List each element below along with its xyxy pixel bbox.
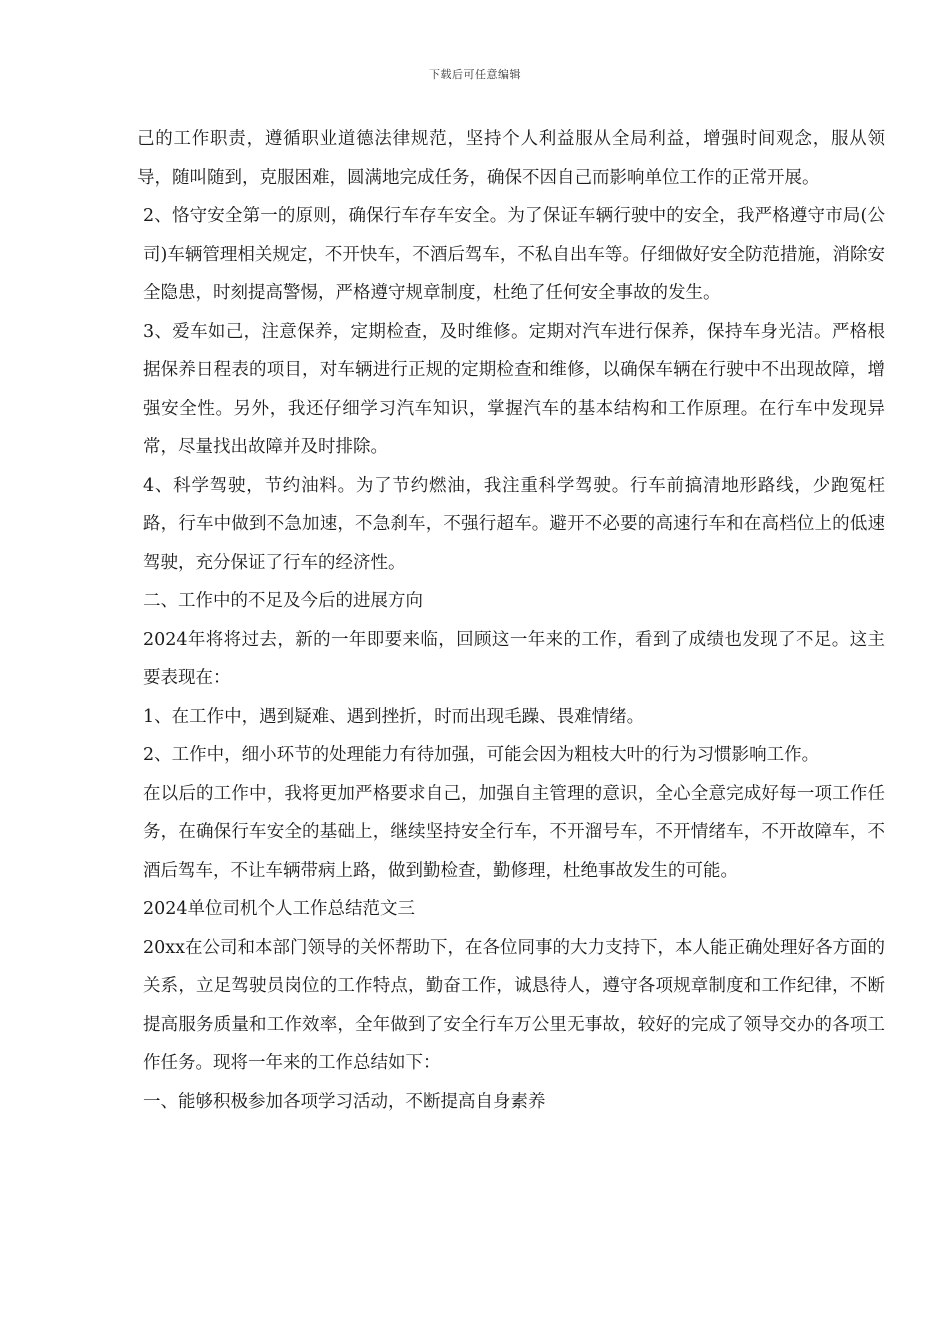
paragraph-vehicle-care: 3、爱车如己，注意保养，定期检查，及时维修。定期对汽车进行保养，保持车身光洁。严格根据保养日程表的项目，对车辆进行正规的定期检查和维修，以确保车辆在行驶中不出现故障，增强安全性。另外，我还仔细学习汽车知识，掌握汽车的基本结构和工作原理。在行车中发现异常，尽量找出故障并及时排除。 bbox=[143, 321, 885, 457]
paragraph-fuel-saving: 4、科学驾驶，节约油料。为了节约燃油，我注重科学驾驶。行车前搞清地形路线，少跑冤枉路，行车中做到不急加速，不急刹车，不强行超车。避开不必要的高速行车和在高档位上的低速驾驶，充分保证了行车的经济性。 bbox=[143, 475, 885, 573]
document-body bbox=[137, 120, 885, 1121]
section-heading-study: 一、能够积极参加各项学习活动，不断提高自身素养 bbox=[143, 1091, 546, 1112]
page-header: 下载后可任意编辑 bbox=[429, 68, 521, 81]
section-heading-shortcomings: 二、工作中的不足及今后的进展方向 bbox=[143, 591, 423, 611]
list-item-shortcoming-2: 2、工作中，细小环节的处理能力有待加强，可能会因为粗枝大叶的行为习惯影响工作。 bbox=[143, 745, 820, 765]
paragraph-year-review: 2024年将将过去，新的一年即要来临，回顾这一年来的工作，看到了成绩也发现了不足。这主要表现在： bbox=[143, 629, 885, 688]
section-title-sample-three: 2024单位司机个人工作总结范文三 bbox=[143, 899, 416, 919]
paragraph-safety-principle: 2、恪守安全第一的原则，确保行车存车安全。为了保证车辆行驶中的安全，我严格遵守市局(公司)车辆管理相关规定，不开快车，不酒后驾车，不私自出车等。仔细做好安全防范措施，消除安全隐患，时刻提高警惕，严格遵守规章制度，杜绝了任何安全事故的发生。 bbox=[143, 206, 885, 303]
paragraph-future-plan: 在以后的工作中，我将更加严格要求自己，加强自主管理的意识，全心全意完成好每一项工作任务，在确保行车安全的基础上，继续坚持安全行车，不开溜号车，不开情绪车，不开故障车，不酒后驾车，不让车辆带病上路，做到勤检查，勤修理，杜绝事故发生的可能。 bbox=[143, 783, 885, 881]
paragraph-duty: 己的工作职责，遵循职业道德法律规范，坚持个人利益服从全局利益，增强时间观念，服从领导，随叫随到，克服困难，圆满地完成任务，确保不因自己而影响单位工作的正常开展。 bbox=[137, 129, 885, 188]
list-item-shortcoming-1: 1、在工作中，遇到疑难、遇到挫折，时而出现毛躁、畏难情绪。 bbox=[143, 706, 645, 727]
paragraph-summary-intro: 20xx在公司和本部门领导的关怀帮助下，在各位同事的大力支持下，本人能正确处理好各方面的关系，立足驾驶员岗位的工作特点，勤奋工作，诚恳待人，遵守各项规章制度和工作纪律，不断提高服务质量和工作效率，全年做到了安全行车万公里无事故，较好的完成了领导交办的各项工作任务。现将一年来的工作总结如下： bbox=[143, 937, 886, 1073]
